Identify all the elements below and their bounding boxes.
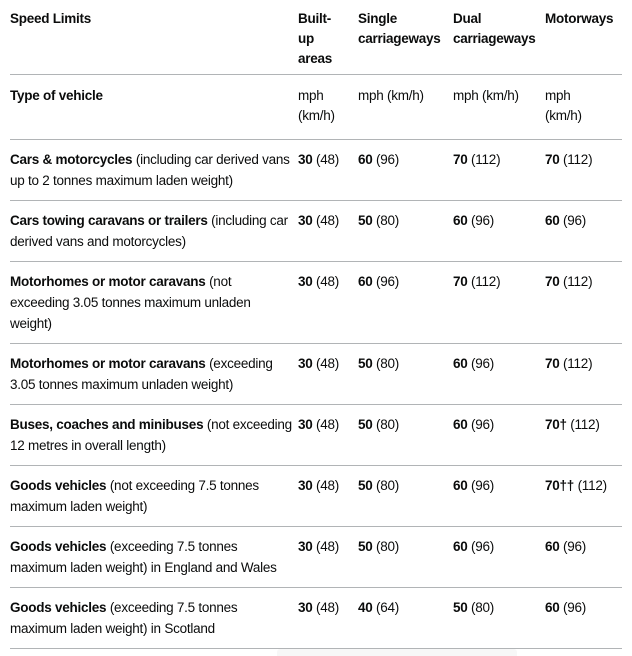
speed-cell-motorways (545, 588, 622, 649)
speed-mph: 30 (298, 478, 313, 493)
vehicle-detail: (not exceeding 3.05 tonnes maximum unladen weight) (10, 274, 251, 331)
speed-kmh: (48) (316, 356, 340, 371)
speed-kmh: (112) (563, 356, 593, 371)
units-row (10, 75, 622, 140)
speed-mph: 70 (545, 152, 560, 167)
speed-mph: 50 (358, 213, 373, 228)
vehicle-type-cell (10, 344, 298, 405)
vehicle-name: Goods vehicles (10, 478, 107, 493)
speed-kmh: (80) (376, 213, 400, 228)
speed-mph: 30 (298, 600, 313, 615)
speed-cell-built-up (298, 262, 358, 344)
speed-mph: 30 (298, 356, 313, 371)
speed-kmh: (48) (316, 152, 340, 167)
table-row-goods-heavy-scotland (10, 588, 622, 649)
speed-cell-motorways (545, 201, 622, 262)
speed-kmh: (96) (471, 213, 495, 228)
speed-mph: 60 (545, 600, 560, 615)
speed-mph: 70†† (545, 478, 575, 493)
speed-cell-motorways (545, 140, 622, 201)
speed-mph: 30 (298, 539, 313, 554)
column-header-single-carriageways: Single carriageways (358, 11, 441, 46)
speed-kmh: (96) (376, 152, 400, 167)
vehicle-detail: (exceeding 7.5 tonnes maximum laden weight) in England and Wales (10, 539, 277, 575)
speed-cell-single (358, 262, 453, 344)
speed-mph: 30 (298, 152, 313, 167)
speed-kmh: (112) (471, 152, 501, 167)
speed-kmh: (96) (563, 213, 587, 228)
vehicle-name: Goods vehicles (10, 600, 107, 615)
speed-mph: 60 (453, 417, 468, 432)
vehicle-type-cell (10, 262, 298, 344)
speed-kmh: (80) (376, 539, 400, 554)
speed-cell-single (358, 588, 453, 649)
speed-cell-built-up (298, 588, 358, 649)
speed-cell-built-up (298, 140, 358, 201)
speed-mph: 70 (545, 274, 560, 289)
table-row-goods-heavy-england-wales (10, 527, 622, 588)
table-row-motorhomes-heavy (10, 344, 622, 405)
speed-cell-single (358, 405, 453, 466)
speed-mph: 50 (358, 356, 373, 371)
table-row-goods-light (10, 466, 622, 527)
speed-mph: 70 (453, 152, 468, 167)
vehicle-detail: (not exceeding 12 metres in overall length) (10, 417, 292, 453)
speed-kmh: (112) (471, 274, 501, 289)
speed-cell-dual (453, 588, 545, 649)
speed-cell-dual (453, 466, 545, 527)
speed-mph: 50 (358, 539, 373, 554)
speed-cell-built-up (298, 201, 358, 262)
speed-cell-motorways (545, 466, 622, 527)
vehicle-type-cell (10, 140, 298, 201)
speed-kmh: (112) (563, 152, 593, 167)
speed-cell-motorways (545, 527, 622, 588)
vehicle-type-cell (10, 201, 298, 262)
speed-kmh: (96) (563, 600, 587, 615)
speed-mph: 60 (453, 539, 468, 554)
speed-mph: 40 (358, 600, 373, 615)
units-dual: mph (km/h) (453, 88, 519, 103)
speed-kmh: (80) (376, 356, 400, 371)
speed-cell-built-up (298, 405, 358, 466)
speed-kmh: (48) (316, 539, 340, 554)
vehicle-detail: (exceeding 7.5 tonnes maximum laden weight) in Scotland (10, 600, 238, 636)
column-header-row (10, 0, 622, 75)
vehicle-name: Goods vehicles (10, 539, 107, 554)
speed-mph: 60 (453, 213, 468, 228)
speed-cell-dual (453, 344, 545, 405)
speed-kmh: (96) (471, 356, 495, 371)
speed-kmh: (48) (316, 213, 340, 228)
speed-kmh: (112) (570, 417, 600, 432)
speed-cell-built-up (298, 466, 358, 527)
speed-cell-motorways (545, 344, 622, 405)
units-built-up: mph (km/h) (298, 88, 335, 123)
speed-mph: 60 (545, 213, 560, 228)
speed-kmh: (112) (563, 274, 593, 289)
speed-mph: 70 (453, 274, 468, 289)
speed-cell-dual (453, 140, 545, 201)
speed-cell-built-up (298, 344, 358, 405)
speed-cell-motorways (545, 262, 622, 344)
speed-cell-built-up (298, 527, 358, 588)
speed-kmh: (96) (376, 274, 400, 289)
speed-mph: 50 (358, 417, 373, 432)
speed-kmh: (80) (376, 417, 400, 432)
speed-mph: 70† (545, 417, 567, 432)
speed-kmh: (48) (316, 274, 340, 289)
speed-cell-motorways (545, 405, 622, 466)
speed-cell-single (358, 344, 453, 405)
speed-kmh: (48) (316, 417, 340, 432)
vehicle-name: Motorhomes or motor caravans (10, 356, 206, 371)
speed-cell-dual (453, 262, 545, 344)
speed-kmh: (112) (577, 478, 607, 493)
corner-header: Speed Limits (10, 11, 92, 26)
column-header-built-up-areas: Built-up areas (298, 11, 333, 66)
table-row-motorhomes-light (10, 262, 622, 344)
speed-mph: 70 (545, 356, 560, 371)
speed-kmh: (80) (376, 478, 400, 493)
speed-cell-dual (453, 405, 545, 466)
vehicle-detail: (including car derived vans and motorcycles) (10, 213, 288, 249)
speed-kmh: (96) (471, 539, 495, 554)
speed-mph: 60 (453, 356, 468, 371)
vehicle-name: Cars towing caravans or trailers (10, 213, 208, 228)
speed-mph: 30 (298, 417, 313, 432)
column-header-dual-carriageways: Dual carriageways (453, 11, 536, 46)
speed-mph: 60 (545, 539, 560, 554)
vehicle-type-cell (10, 588, 298, 649)
speed-limits-table (10, 0, 622, 649)
table-row-cars-towing (10, 201, 622, 262)
speed-cell-single (358, 201, 453, 262)
speed-kmh: (96) (471, 417, 495, 432)
speed-cell-single (358, 527, 453, 588)
vehicle-type-cell (10, 405, 298, 466)
speed-mph: 50 (453, 600, 468, 615)
vehicle-type-cell (10, 527, 298, 588)
speed-kmh: (48) (316, 600, 340, 615)
speed-mph: 60 (358, 152, 373, 167)
vehicle-detail: (exceeding 3.05 tonnes maximum unladen weight) (10, 356, 273, 392)
speed-mph: 50 (358, 478, 373, 493)
speed-mph: 60 (358, 274, 373, 289)
speed-kmh: (64) (376, 600, 400, 615)
column-header-motorways: Motorways (545, 11, 614, 26)
vehicle-name: Motorhomes or motor caravans (10, 274, 206, 289)
vehicle-name: Cars & motorcycles (10, 152, 133, 167)
speed-cell-dual (453, 527, 545, 588)
speed-kmh: (96) (471, 478, 495, 493)
vehicle-detail: (including car derived vans up to 2 tonnes maximum laden weight) (10, 152, 290, 188)
speed-mph: 30 (298, 213, 313, 228)
type-of-vehicle-label: Type of vehicle (10, 88, 103, 103)
vehicle-type-cell (10, 466, 298, 527)
units-motorways: mph (km/h) (545, 88, 582, 123)
vehicle-detail: (not exceeding 7.5 tonnes maximum laden weight) (10, 478, 259, 514)
speed-cell-dual (453, 201, 545, 262)
speed-kmh: (80) (471, 600, 495, 615)
speed-kmh: (96) (563, 539, 587, 554)
speed-cell-single (358, 466, 453, 527)
units-single: mph (km/h) (358, 88, 424, 103)
speed-mph: 30 (298, 274, 313, 289)
vehicle-name: Buses, coaches and minibuses (10, 417, 204, 432)
table-row-cars-motorcycles (10, 140, 622, 201)
speed-cell-single (358, 140, 453, 201)
speed-kmh: (48) (316, 478, 340, 493)
speed-mph: 60 (453, 478, 468, 493)
table-row-buses-coaches (10, 405, 622, 466)
